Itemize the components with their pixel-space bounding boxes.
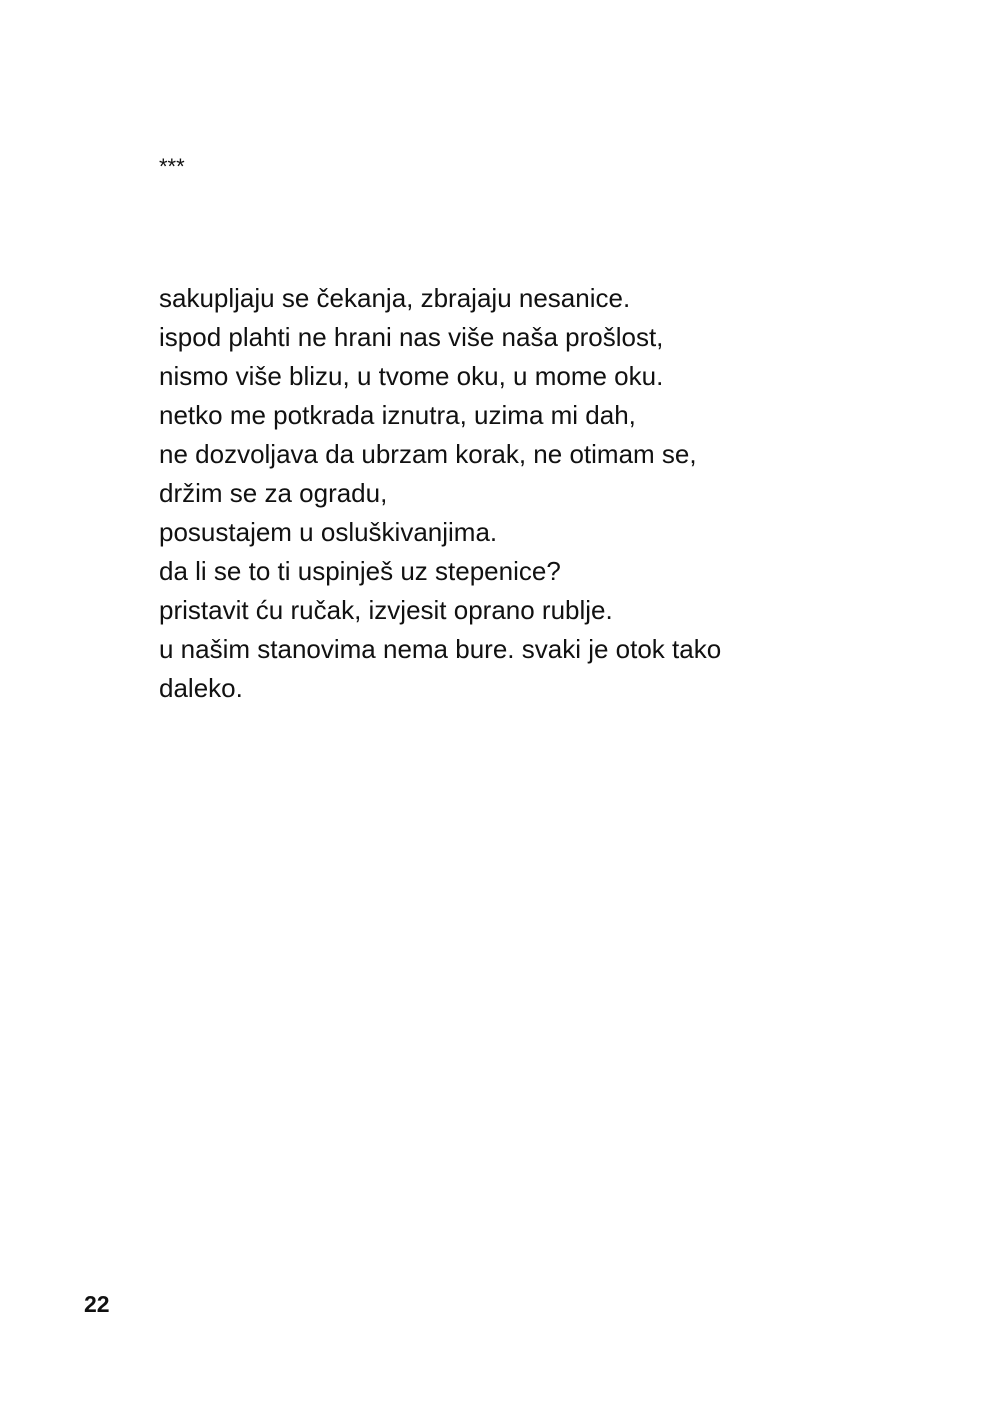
- poem-line: posustajem u osluškivanjima.: [159, 517, 498, 547]
- poem-line: nismo više blizu, u tvome oku, u mome oku.: [159, 361, 664, 391]
- poem-line: držim se za ogradu,: [159, 478, 388, 508]
- poem-line: u našim stanovima nema bure. svaki je otok tako: [159, 634, 722, 664]
- poem-line: ne dozvoljava da ubrzam korak, ne otimam se,: [159, 439, 697, 469]
- poem-line: ispod plahti ne hrani nas više naša prošlost,: [159, 322, 664, 352]
- poem-line: da li se to ti uspinješ uz stepenice?: [159, 556, 561, 586]
- section-separator: ***: [159, 154, 185, 179]
- page-number: 22: [84, 1291, 110, 1317]
- poem-body: [159, 279, 919, 708]
- poem-line: daleko.: [159, 673, 243, 703]
- poem-line: netko me potkrada iznutra, uzima mi dah,: [159, 400, 636, 430]
- poem-line: sakupljaju se čekanja, zbrajaju nesanice.: [159, 283, 631, 313]
- poem-line: pristavit ću ručak, izvjesit oprano rublje.: [159, 595, 613, 625]
